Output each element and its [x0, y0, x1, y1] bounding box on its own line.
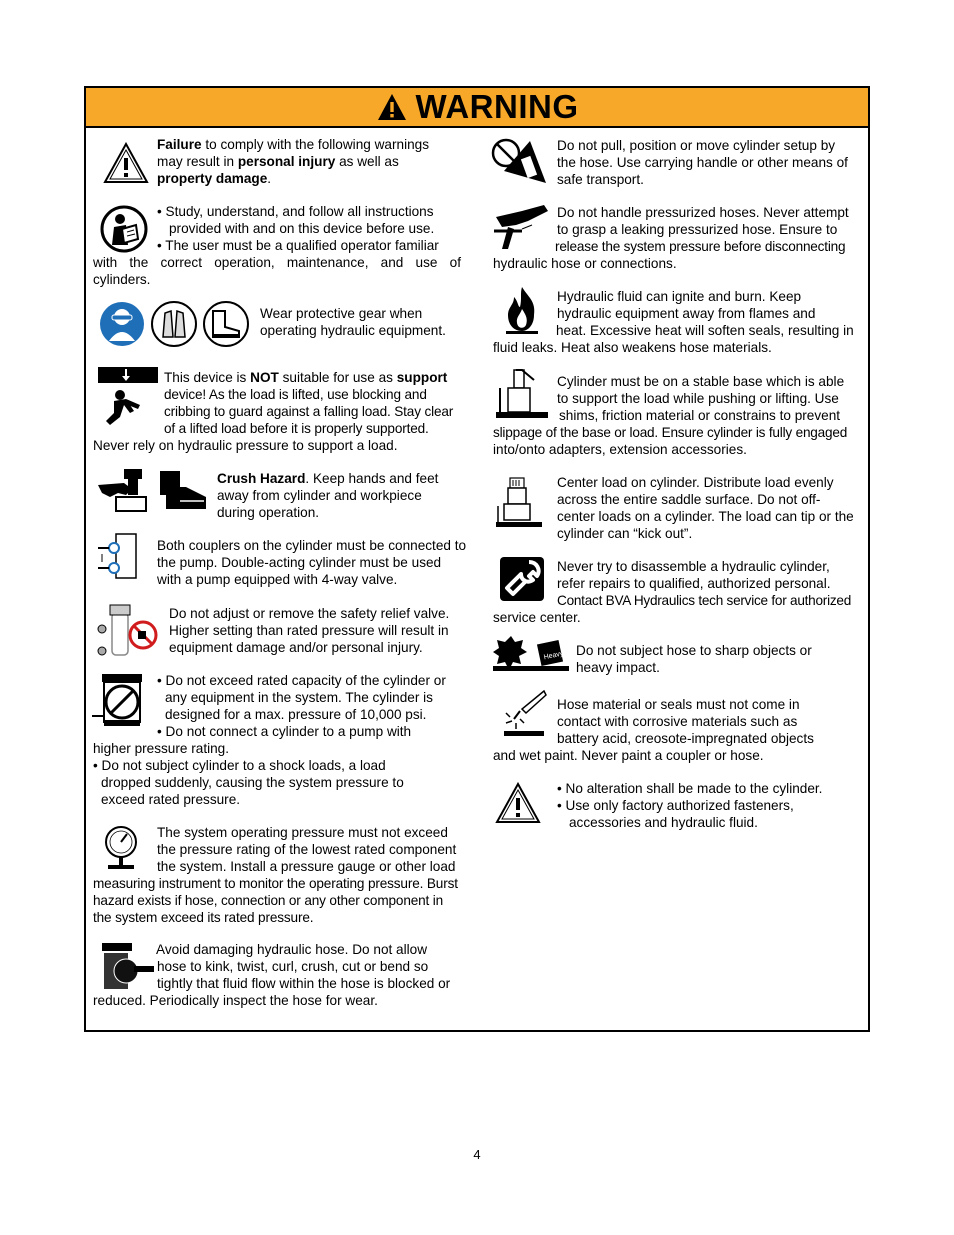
caution-triangle-icon [495, 782, 541, 824]
heavy-label: Heavy [543, 650, 565, 662]
warning-pressurized-hoses: Do not handle pressurized hoses. Never attempt to grasp a leaking pressurized hose. Ensure to release the system pressure before disconnecting hydraulic hose or connections. [493, 205, 849, 271]
warning-failure: Failure to comply with the following warnings may result in personal injury as well as property damage. [157, 137, 430, 186]
sharp-objects-icon [493, 634, 569, 674]
warning-flammable: Hydraulic fluid can ignite and burn. Keep hydraulic equipment away from flames and heat. Excessive heat will soften seals, resulting in fluid leaks. Heat also weakens hose materials. [493, 289, 854, 355]
safety-boots-icon [203, 301, 249, 347]
warning-no-alteration: • No alteration shall be made to the cylinder. • Use only factory authorized fasteners, accessories and hydraulic fluid. [557, 781, 823, 830]
warning-protective-gear: Wear protective gear when operating hydraulic equipment. [260, 306, 446, 338]
warning-instructions: • Study, understand, and follow all instructions provided with and on this device before use. • The user must be a qualified operator familiar with the correct operation, maintenance, and use of cylinders. [93, 204, 461, 287]
warning-couplers: Both couplers on the cylinder must be connected to the pump. Double-acting cylinder must be used with a pump equipped with 4-way valve. [157, 538, 467, 587]
warning-rated-capacity: • Do not exceed rated capacity of the cylinder or any equipment in the system. The cylinder is designed for a max. pressure of 10,000 psi. • Do not connect a cylinder to a pump with higher pressure rating. • Do not subject cylinder to a shock loads, a load dropped suddenly, causing the system pressure to exceed rated pressure. [93, 673, 446, 807]
crush-hazard-icon [96, 467, 210, 513]
warning-disassembly: Never try to disassemble a hydraulic cylinder, refer repairs to qualified, authorized personal. Contact BVA Hydraulics tech service for authorized service center. [493, 559, 852, 625]
warning-relief-valve: Do not adjust or remove the safety relief valve. Higher setting than rated pressure will result in equipment damage and/or personal injury. [169, 606, 450, 655]
couplers-cylinder-icon [96, 532, 142, 582]
warning-triangle-icon [376, 92, 408, 122]
relief-valve-icon [94, 603, 158, 659]
warning-corrosive: Hose material or seals must not come in contact with corrosive materials such as battery acid, creosote-impregnated objects and wet paint. Never paint a coupler or hose. [493, 697, 814, 763]
caution-triangle-icon [103, 142, 149, 184]
warning-title: WARNING [415, 88, 579, 125]
warning-support-device: This device is NOT suitable for use as support device! As the load is lifted, use blocking and cribbing to guard against a falling load. Stay clear of a lifted load before it is properly supported. Never rely on hydraulic pressure to support a load. [93, 370, 454, 453]
warning-operating-pressure: The system operating pressure must not exceed the pressure rating of the lowest rated component the system. Install a pressure gauge or other load measuring instrument to monitor the operating pressure. Burst hazard exists if hose, connection or any other component in the system exceed its rated pressure. [93, 825, 458, 925]
eye-protection-icon [99, 301, 145, 347]
warning-stable-base: Cylinder must be on a stable base which is able to support the load while pushing or lifting. Use shims, friction material or constrains to prevent slippage of the base or load. Ensure cylinder is fully engaged into/onto adapters, extension accessories. [493, 374, 848, 457]
page-number: 4 [473, 1147, 481, 1162]
no-pull-by-hose-icon [490, 135, 548, 187]
warning-crush-hazard: Crush Hazard. Keep hands and feet away from cylinder and workpiece during operation. [217, 471, 439, 520]
gloves-icon [151, 301, 197, 347]
warning-sharp-objects: Do not subject hose to sharp objects or heavy impact. [576, 643, 812, 675]
protective-gear-icons [99, 301, 249, 349]
warning-no-pull-hose: Do not pull, position or move cylinder setup by the hose. Use carrying handle or other means of safe transport. [557, 138, 848, 187]
warning-hose-damage: Avoid damaging hydraulic hose. Do not allow hose to kink, twist, curl, crush, cut or bend so tightly that fluid flow within the hose is blocked or reduced. Periodically inspect the hose for wear. [93, 942, 451, 1008]
warning-center-load: Center load on cylinder. Distribute load evenly across the entire saddle surface. Do not off-center loads on a cylinder. The load can tip or the cylinder can “kick out”. [557, 475, 854, 541]
warning-banner [86, 88, 868, 128]
center-load-icon [494, 476, 544, 532]
